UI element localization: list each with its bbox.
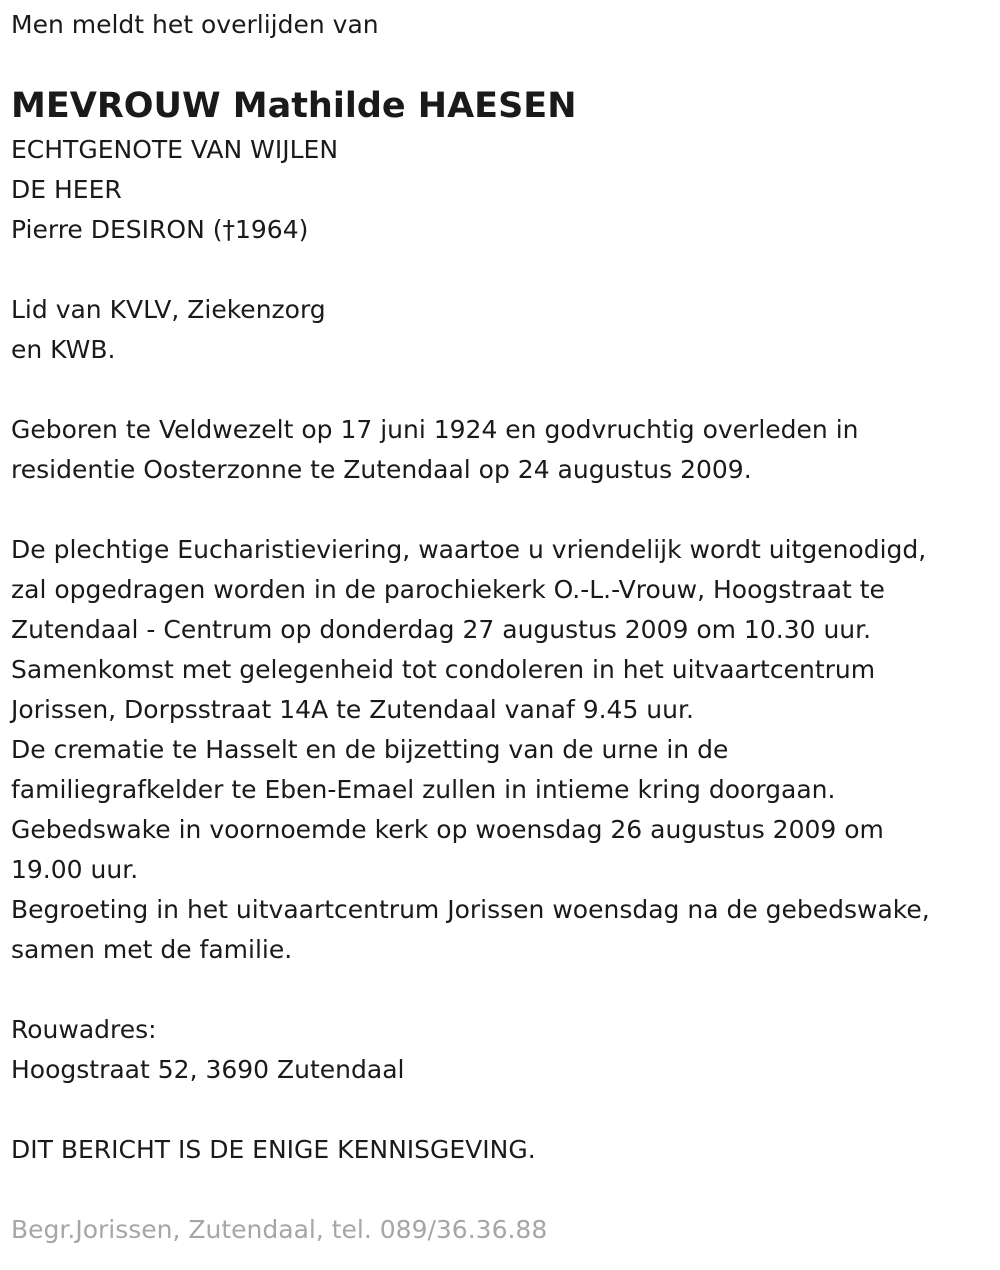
address-value: Hoogstraat 52, 3690 Zutendaal bbox=[11, 1055, 405, 1084]
birth-death-line-1: Geboren te Veldwezelt op 17 juni 1924 en godvruchtig overleden in bbox=[11, 415, 859, 444]
ceremony-line: Gebedswake in voornoemde kerk op woensdag 26 augustus 2009 om bbox=[11, 815, 884, 844]
notice-text: DIT BERICHT IS DE ENIGE KENNISGEVING. bbox=[11, 1135, 536, 1164]
ceremony-line: De plechtige Eucharistieviering, waartoe u vriendelijk wordt uitgenodigd, bbox=[11, 535, 927, 564]
birth-death-block bbox=[11, 410, 996, 490]
spouse-line-2: DE HEER bbox=[11, 175, 122, 204]
birth-death-line-2: residentie Oosterzonne te Zutendaal op 24 augustus 2009. bbox=[11, 455, 752, 484]
ceremony-line: familiegrafkelder te Eben-Emael zullen in intieme kring doorgaan. bbox=[11, 775, 836, 804]
spouse-line-1: ECHTGENOTE VAN WIJLEN bbox=[11, 135, 339, 164]
spacer bbox=[11, 970, 996, 1010]
intro-text: Men meldt het overlijden van bbox=[11, 10, 379, 39]
spacer bbox=[11, 1090, 996, 1130]
obituary-notice bbox=[11, 0, 996, 1250]
ceremony-line: zal opgedragen worden in de parochiekerk O.-L.-Vrouw, Hoogstraat te bbox=[11, 575, 885, 604]
ceremony-line: Zutendaal - Centrum op donderdag 27 augustus 2009 om 10.30 uur. bbox=[11, 615, 872, 644]
spacer bbox=[11, 250, 996, 290]
ceremony-line: samen met de familie. bbox=[11, 935, 293, 964]
ceremony-line: De crematie te Hasselt en de bijzetting van de urne in de bbox=[11, 735, 729, 764]
membership-line-2: en KWB. bbox=[11, 335, 116, 364]
ceremony-line: Jorissen, Dorpsstraat 14A te Zutendaal vanaf 9.45 uur. bbox=[11, 695, 694, 724]
spouse-block bbox=[11, 130, 996, 250]
ceremony-block bbox=[11, 530, 996, 970]
deceased-name: MEVROUW Mathilde HAESEN bbox=[11, 86, 577, 126]
ceremony-line: Begroeting in het uitvaartcentrum Jorissen woensdag na de gebedswake, bbox=[11, 895, 930, 924]
membership-block bbox=[11, 290, 996, 370]
address-block bbox=[11, 1010, 996, 1090]
spouse-line-3: Pierre DESIRON (†1964) bbox=[11, 215, 309, 244]
spacer bbox=[11, 1170, 996, 1210]
membership-line-1: Lid van KVLV, Ziekenzorg bbox=[11, 295, 326, 324]
address-label: Rouwadres: bbox=[11, 1015, 157, 1044]
spacer bbox=[11, 490, 996, 530]
ceremony-line: Samenkomst met gelegenheid tot condoleren in het uitvaartcentrum bbox=[11, 655, 876, 684]
spacer bbox=[11, 370, 996, 410]
ceremony-line: 19.00 uur. bbox=[11, 855, 139, 884]
funeral-home-footer: Begr.Jorissen, Zutendaal, tel. 089/36.36.88 bbox=[11, 1215, 548, 1244]
